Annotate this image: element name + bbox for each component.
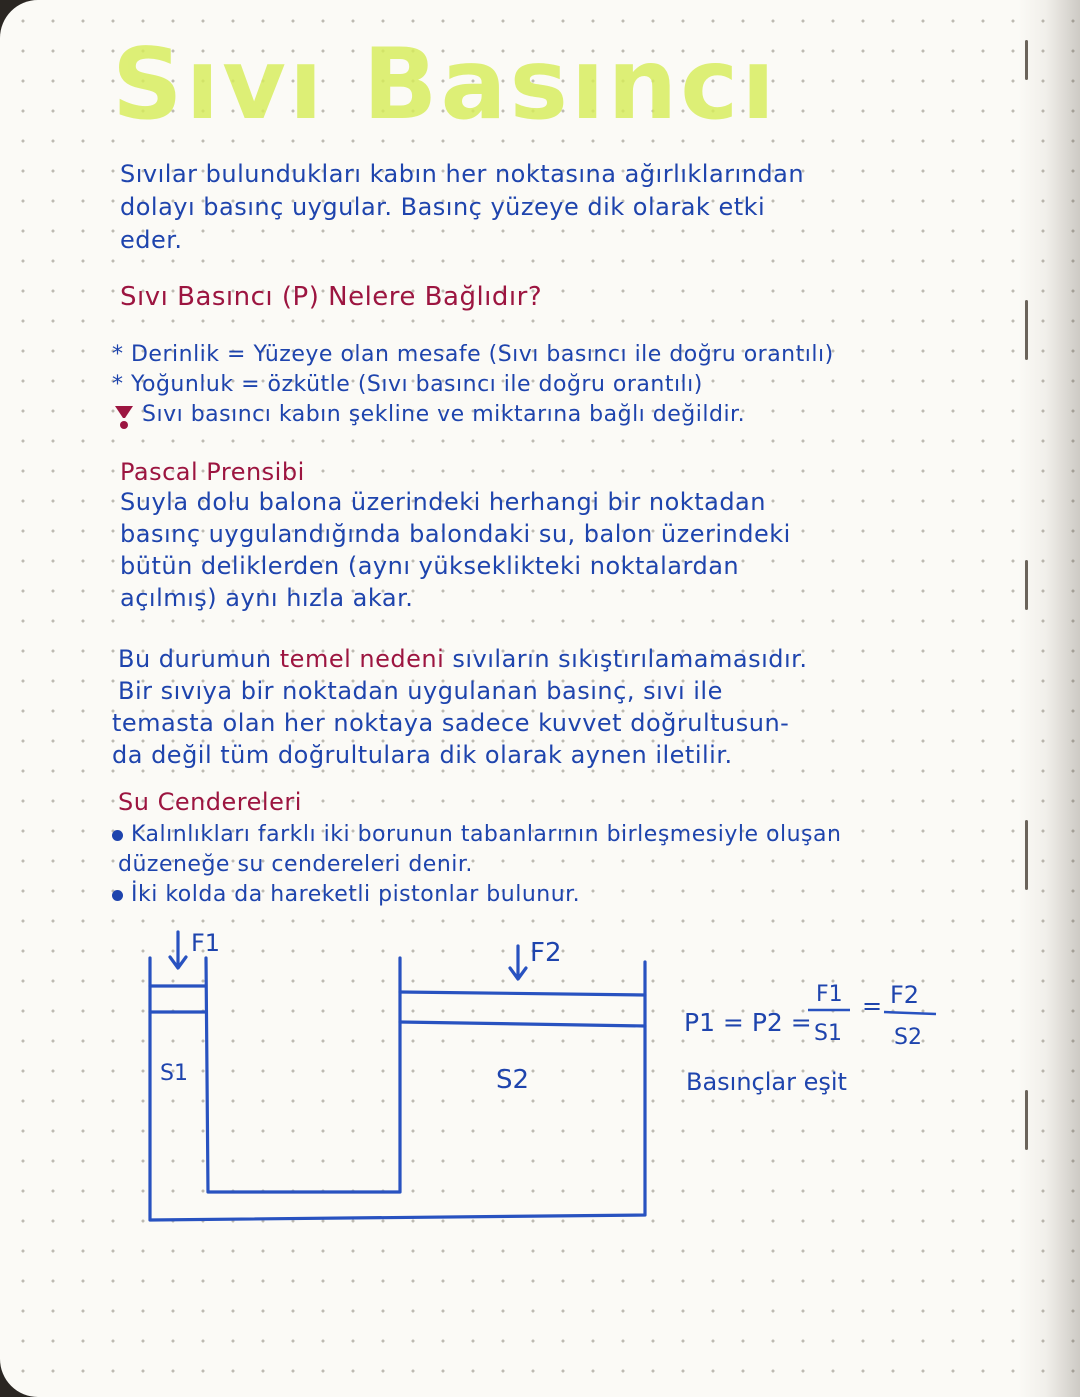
press-outer-wall (150, 958, 645, 1220)
formula-s1: S1 (814, 1021, 842, 1046)
area-1-label: S1 (160, 1061, 188, 1086)
reason-line-3: temasta olan her noktaya sadece kuvvet doğrultusun- (112, 709, 790, 737)
reason-text-after: sıvıların sıkıştırılamamasıdır. (444, 645, 808, 673)
intro-line-1: Sıvılar bulundukları kabın her noktasına ağırlıklarından (120, 160, 805, 188)
large-piston-top (400, 992, 645, 995)
intro-line-2: dolayı basınç uygular. Basınç yüzeye dik olarak etki (120, 193, 766, 221)
formula-s2: S2 (894, 1025, 922, 1050)
pascal-line-2: basınç uygulandığında balondaki su, balon üzerindeki (120, 520, 791, 548)
formula-note: Basınçlar eşit (686, 1068, 847, 1096)
pascal-line-4: açılmış) aynı hızla akar. (120, 584, 414, 612)
force-arrow-2-icon (510, 946, 526, 979)
pascal-heading: Pascal Prensibi (120, 458, 305, 486)
reason-text-before: Bu durumun (118, 645, 280, 673)
fraction-bar-2 (884, 1012, 936, 1014)
factor-density: * Yoğunluk = özkütle (Sıvı basıncı ile doğru orantılı) (112, 372, 703, 397)
press-point-1-cont: düzeneğe su cendereleri denir. (118, 852, 473, 877)
force-1-label: F1 (191, 929, 221, 957)
formula-f2: F2 (890, 981, 920, 1009)
page-title: Sıvı Basıncı (112, 28, 778, 142)
press-point-2-text: İki kolda da hareketli pistonlar bulunur. (131, 882, 581, 907)
force-arrow-1-icon (170, 932, 186, 968)
factor-depth: * Derinlik = Yüzeye olan mesafe (Sıvı basıncı ile doğru orantılı) (112, 342, 834, 367)
formula-eq: = (862, 992, 883, 1020)
force-2-label: F2 (530, 938, 562, 968)
press-inner-wall (206, 958, 400, 1192)
intro-line-3: eder. (120, 226, 183, 254)
press-heading: Su Cendereleri (118, 788, 302, 816)
reason-line-2: Bir sıvıya bir noktadan uygulanan basınç, sıvı ile (118, 677, 723, 705)
reason-line-4: da değil tüm doğrultulara dik olarak aynen iletilir. (112, 741, 733, 769)
formula-lhs: P1 = P2 = (684, 1008, 812, 1037)
question-heading: Sıvı Basıncı (P) Nelere Bağlıdır? (120, 282, 543, 312)
pascal-line-3: bütün deliklerden (aynı yükseklikteki noktalardan (120, 552, 740, 580)
factor-note: Sıvı basıncı kabın şekline ve miktarına bağlı değildir. (142, 402, 746, 427)
area-2-label: S2 (496, 1065, 530, 1095)
reason-highlight: temel nedeni (279, 645, 445, 673)
press-point-1-text: Kalınlıkları farklı iki borunun tabanlarının birleşmesiyle oluşan (131, 822, 842, 847)
pascal-line-1: Suyla dolu balona üzerindeki herhangi bir noktadan (120, 488, 766, 516)
large-piston-bottom (400, 1022, 645, 1026)
formula-f1: F1 (816, 982, 843, 1007)
